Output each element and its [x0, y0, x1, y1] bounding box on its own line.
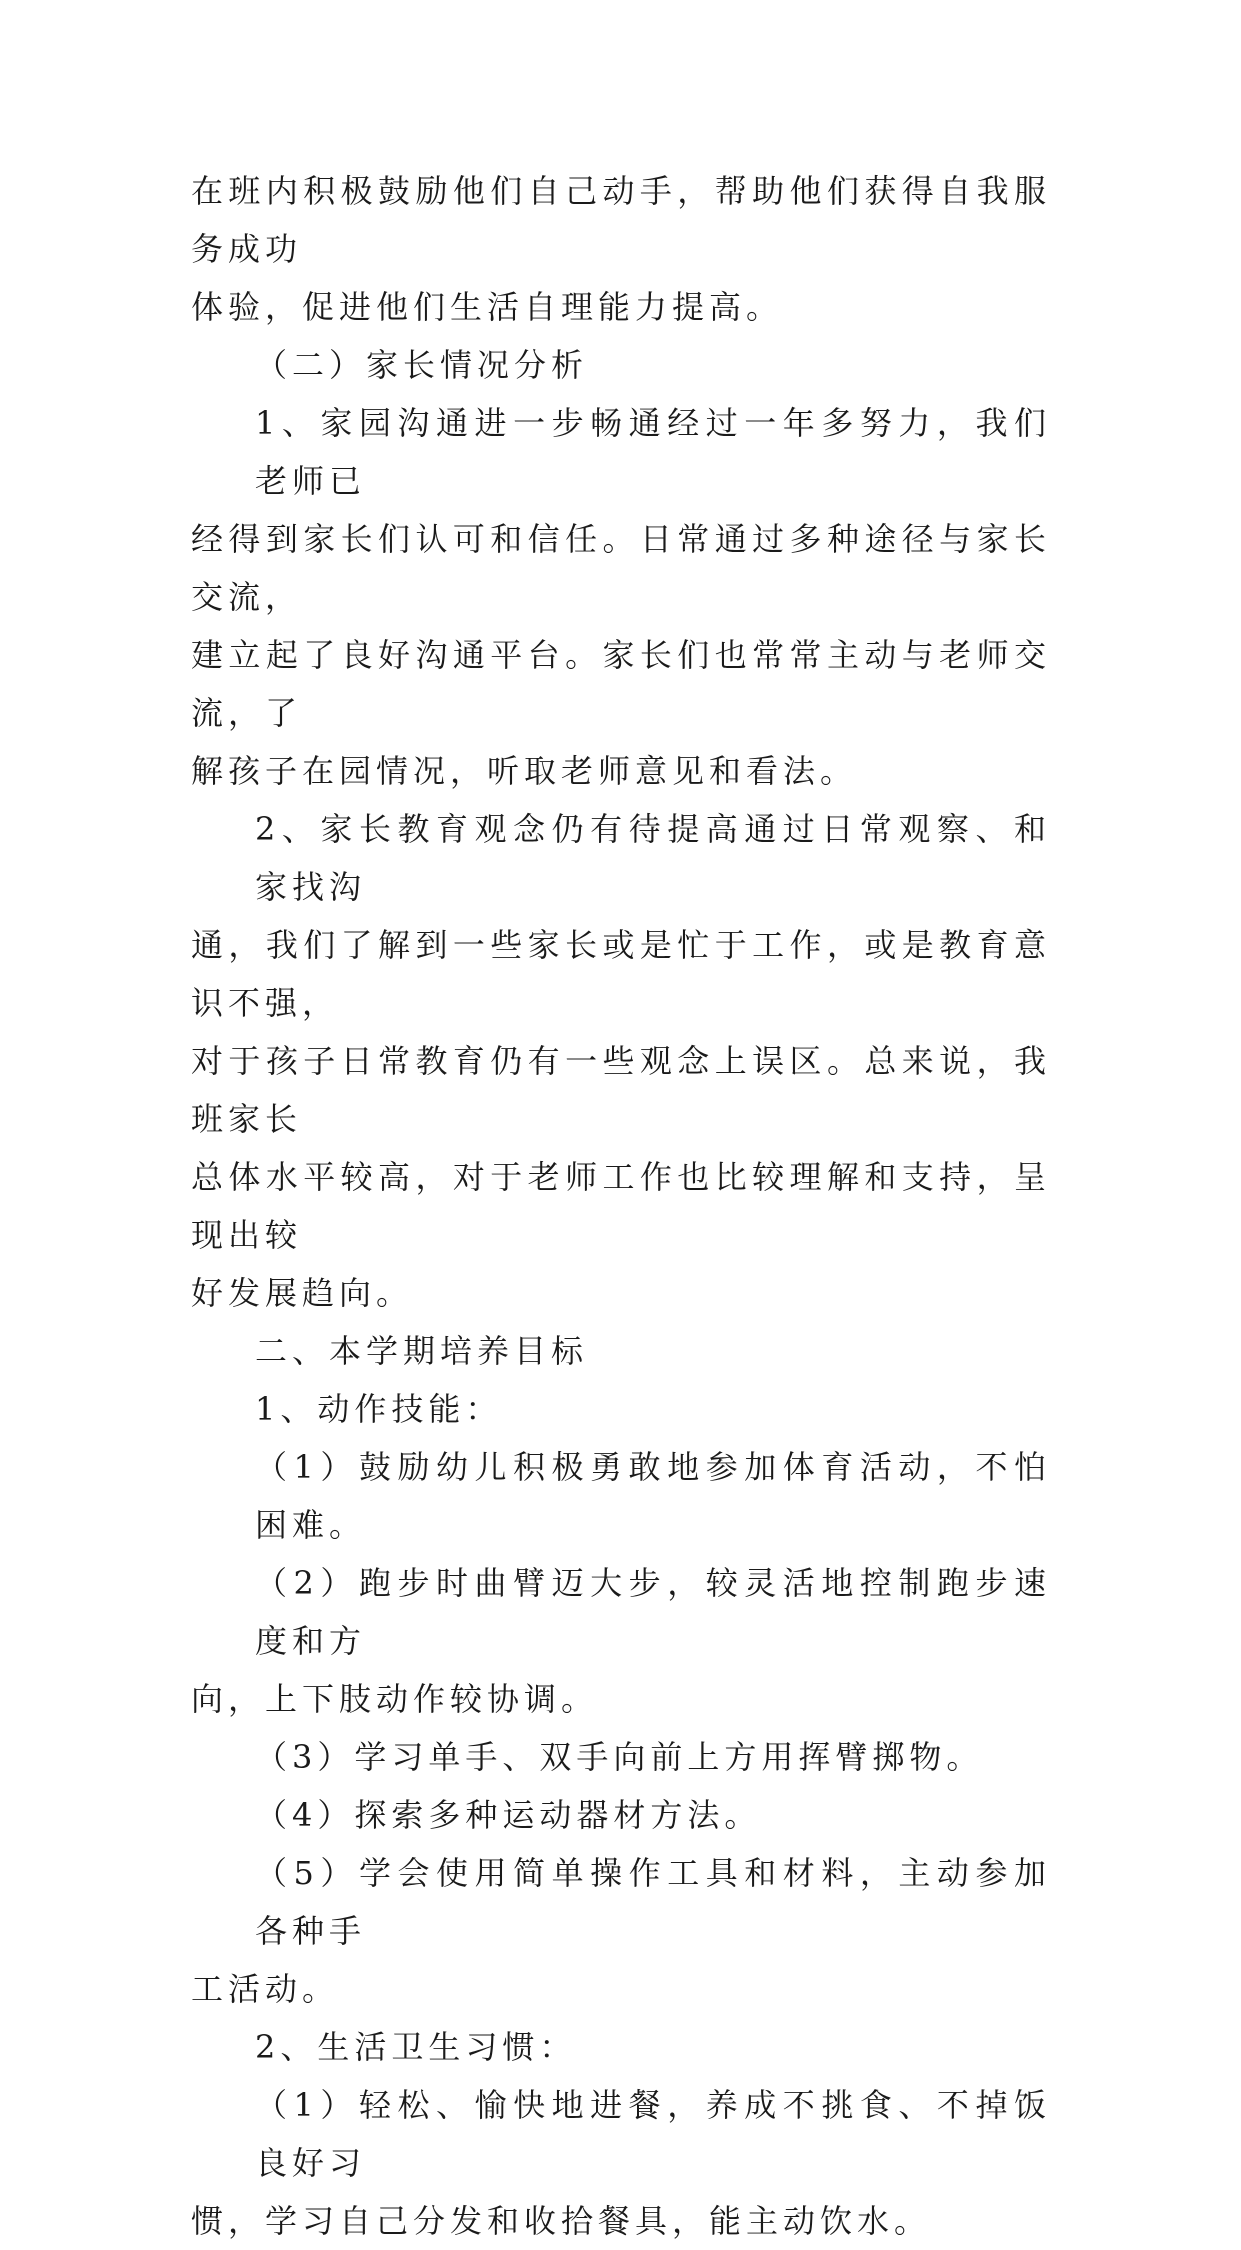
paragraph [191, 2018, 1051, 2076]
paragraph [191, 1438, 1051, 1554]
text-line: 好发展趋向。 [191, 1274, 414, 1312]
text-line: 对于孩子日常教育仍有一些观念上误区。总来说，我班家长 [191, 1042, 1051, 1138]
text-line: 体验，促进他们生活自理能力提高。 [191, 288, 784, 326]
text-line: 工活动。 [191, 1970, 340, 2008]
paragraph [191, 1554, 1051, 1728]
paragraph [191, 1380, 1051, 1438]
paragraph [191, 336, 1051, 394]
text-line: （5）学会使用简单操作工具和材料，主动参加各种手 [255, 1854, 1051, 1950]
text-line: （1）轻松、愉快地进餐，养成不挑食、不掉饭良好习 [255, 2086, 1051, 2182]
document-body [191, 162, 1051, 2250]
paragraph [191, 2076, 1051, 2250]
text-line: 建立起了良好沟通平台。家长们也常常主动与老师交流，了 [191, 636, 1051, 732]
text-line: 二、本学期培养目标 [255, 1332, 589, 1370]
text-line: 2、生活卫生习惯： [255, 2028, 577, 2066]
paragraph [191, 1322, 1051, 1380]
text-line: 在班内积极鼓励他们自己动手，帮助他们获得自我服务成功 [191, 172, 1051, 268]
paragraph [191, 1844, 1051, 2018]
text-line: 2、家长教育观念仍有待提高通过日常观察、和家找沟 [255, 810, 1051, 906]
text-line: 经得到家长们认可和信任。日常通过多种途径与家长交流， [191, 520, 1051, 616]
text-line: （二）家长情况分析 [255, 346, 589, 384]
text-line: （3）学习单手、双手向前上方用挥臂掷物。 [255, 1738, 984, 1776]
paragraph [191, 800, 1051, 1322]
text-line: （4）探索多种运动器材方法。 [255, 1796, 762, 1834]
text-line: （2）跑步时曲臂迈大步，较灵活地控制跑步速度和方 [255, 1564, 1051, 1660]
paragraph [191, 1728, 1051, 1786]
text-line: 惯，学习自己分发和收拾餐具，能主动饮水。 [191, 2202, 932, 2240]
text-line: 解孩子在园情况，听取老师意见和看法。 [191, 752, 858, 790]
text-line: 向，上下肢动作较协调。 [191, 1680, 599, 1718]
text-line: 1、家园沟通进一步畅通经过一年多努力，我们老师已 [255, 404, 1051, 500]
text-line: 通，我们了解到一些家长或是忙于工作，或是教育意识不强， [191, 926, 1051, 1022]
text-line: （1）鼓励幼儿积极勇敢地参加体育活动，不怕困难。 [255, 1448, 1051, 1544]
text-line: 1、动作技能： [255, 1390, 503, 1428]
paragraph [191, 162, 1051, 336]
paragraph [191, 394, 1051, 800]
paragraph [191, 1786, 1051, 1844]
text-line: 总体水平较高，对于老师工作也比较理解和支持，呈现出较 [191, 1158, 1051, 1254]
